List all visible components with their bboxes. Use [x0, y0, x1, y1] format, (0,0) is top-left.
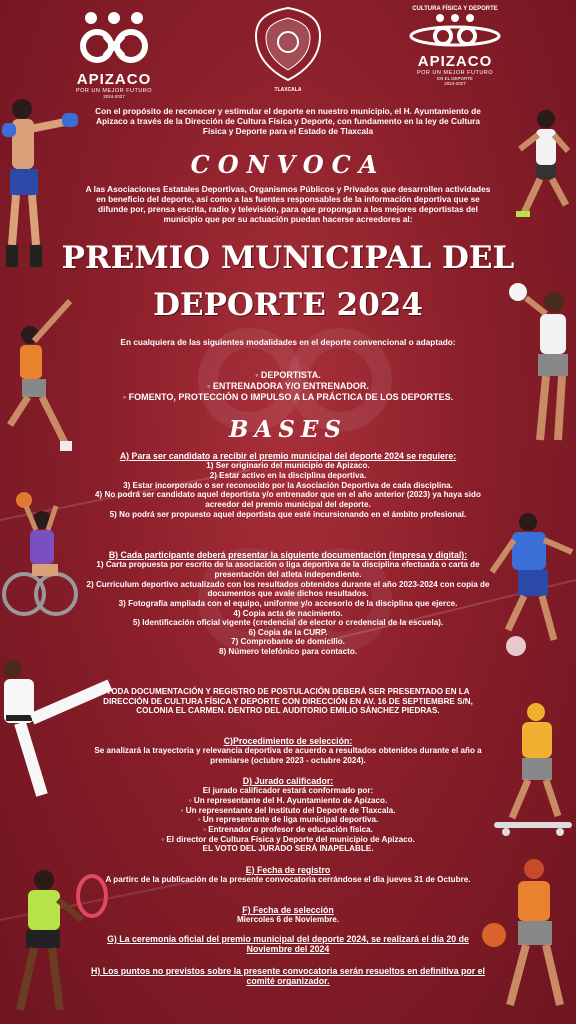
section-d — [85, 776, 491, 854]
list-item: ◦ DEPORTISTA. — [255, 370, 321, 380]
logo-left-sub: POR UN MEJOR FUTURO — [75, 88, 153, 94]
section-e-text: A partirc de la publicación de la presente convocatoria cerrándose el día jueves 31 de Octubre. — [105, 875, 471, 885]
section-e — [85, 865, 491, 885]
list-item: ◦ Un representante de liga municipal deportiva. — [197, 815, 379, 825]
rings-icon — [69, 8, 159, 66]
shield-icon — [250, 6, 326, 82]
list-item: ◦ Entrenador o profesor de educación física. — [203, 824, 373, 834]
section-f-text: Miercoles 6 de Noviembre. — [236, 915, 340, 925]
list-item: 6) Copia de la CURP. — [248, 627, 328, 637]
section-h: H) Los puntos no previstos sobre la presente convocatoria serán resueltos en definitiva por el comité organizador. — [90, 966, 485, 987]
logo-left-name: APIZACO — [76, 71, 152, 88]
list-item: 4) No podrá ser candidato aquel deportista y/o entrenador que en el año anterior (2023) ya haya sido acreedor del premio municipal del deporte. — [95, 490, 481, 509]
intro-paragraph: Con el propósito de reconocer y estimular el deporte en nuestro municipio, el H. Ayuntamiento de Apizaco a través de la Dirección de Cultura Física y Deporte, con fundamento en la ley de Cultura Física y Deporte para el Estado de Tlaxcala — [95, 106, 481, 137]
soccer-player-figure — [488, 510, 576, 660]
list-item: ◦ Un representante del Instituto del Deporte de Tlaxcala. — [180, 805, 396, 815]
section-a-heading: A) Para ser candidato a recibir el premio municipal del deporte 2024 se requiere: — [119, 451, 457, 461]
modalidades-paragraph: En cualquiera de las siguientes modalidades en el deporte convencional o adaptado: — [120, 337, 456, 347]
logo-left-years: 2024-2027 — [103, 94, 125, 99]
award-title-line2: DEPORTE 2024 — [153, 287, 423, 323]
skateboarder-figure — [486, 700, 576, 840]
list-item: ◦ FOMENTO, PROTECCIÓN O IMPULSO A LA PRÁCTICA DE LOS DEPORTES. — [122, 391, 454, 402]
list-item: 4) Copia acta de nacimiento. — [233, 608, 343, 618]
cultura-fisica-logo-right — [400, 6, 510, 86]
list-item: 2) Curriculum deportivo actualizado con los resultados obtenidos durante el año 2023-2024 con copia de documentos que avale dichos resultados. — [86, 579, 490, 599]
section-e-heading: E) Fecha de registro — [245, 865, 331, 875]
award-title-line1: PREMIO MUNICIPAL DEL — [61, 240, 515, 276]
convoca-heading: CONVOCA — [190, 150, 386, 179]
asociaciones-paragraph: A las Asociaciones Estatales Deportivas, Organismos Públicos y Privados que desarrollen actividades en beneficio del deporte, así como a las fuentes responsables de la información deportiva que se difunde por, prensa escrita, radio y televisión, para que propongan a los mejores deportistas del municipio que por su actuación puedan hacerse acreedores al: — [85, 184, 491, 224]
modalidades-list — [95, 370, 481, 402]
list-item: 5) No podrá ser propuesto aquel deportista que esté incursionando en el ámbito profesional. — [109, 509, 467, 519]
logo-right-years: 2024-2027 — [444, 81, 466, 86]
section-a — [85, 451, 491, 519]
list-item: 3) Fotografía ampliada con el equipo, uniforme y/o accesorio de la disciplina que ejerce. — [118, 598, 458, 608]
section-f-heading: F) Fecha de selección — [242, 905, 334, 915]
list-item: 2) Estar activo en la disciplina deportiva. — [209, 471, 367, 481]
apizaco-logo-left — [66, 8, 162, 99]
seal-text: TLAXCALA — [274, 87, 302, 93]
rings-icon — [405, 12, 505, 48]
list-item: 7) Comprobante de domicilio. — [231, 637, 345, 647]
list-item: EL VOTO DEL JURADO SERÁ INAPELABLE. — [202, 844, 374, 854]
bases-heading: BASES — [228, 416, 348, 443]
logo-right-arc: CULTURA FÍSICA Y DEPORTE — [412, 6, 498, 12]
list-item: 8) Número telefónico para contacto. — [218, 647, 358, 657]
basketball-woman-figure — [480, 855, 576, 1024]
logo-right-extra: EN EL DEPORTE — [437, 76, 473, 81]
section-d-heading: D) Jurado calificador: — [242, 776, 334, 786]
list-item: El jurado calificador estará conformado por: — [202, 786, 374, 796]
list-item: ◦ Un representante del H. Ayuntamiento de Apizaco. — [188, 796, 388, 806]
logo-right-name: APIZACO — [417, 53, 493, 70]
section-b-heading: B) Cada participante deberá presentar la siguiente documentación (impresa y digital): — [108, 550, 468, 560]
registro-paragraph: TODA DOCUMENTACIÓN Y REGISTRO DE POSTULACIÓN DEBERÁ SER PRESENTADO EN LA DIRECCIÓN DE CULTURA FÍSICA Y DEPORTE CON DIRECCIÓN EN AV. 16 DE SEPTIEMBRE S/N, COLONIA EL CARMEN. DENTRO DEL AUDITORIO EMILIO SÁNCHEZ PIEDRAS. — [103, 687, 473, 716]
list-item: 1) Ser originario del municipio de Apizaco. — [206, 461, 370, 471]
list-item: ◦ ENTRENADORA Y/O ENTRENADOR. — [207, 380, 369, 391]
section-c-heading: C)Procedimiento de selección: — [223, 736, 353, 746]
section-c-text: Se analizará la trayectoria y relevancia deportiva de acuerdo a resultados obtenidos durante el año a premiarse (octubre 2023 - octubre 2024). — [94, 746, 482, 766]
section-f — [85, 905, 491, 925]
wheelchair-basketball-figure — [0, 490, 80, 620]
tlaxcala-seal — [250, 6, 326, 93]
section-g: G) La ceremonia oficial del premio municipal del deporte 2024, se realizará el día 20 de Noviembre del 2024 — [107, 934, 469, 955]
section-b — [85, 550, 491, 657]
list-item: 5) Identificación oficial vigente (credencial de elector o credencial de la escuela). — [132, 618, 444, 628]
list-item: ◦ El director de Cultura Física y Deporte del municipio de Apizaco. — [161, 834, 415, 844]
list-item: 3) Estar incorporado o ser reconocido por la Asociación Deportiva de cada disciplina. — [123, 480, 453, 490]
logo-right-sub: POR UN MEJOR FUTURO — [416, 70, 494, 76]
section-c — [85, 736, 491, 766]
list-item: 1) Carta propuesta por escrito de la asociación o liga deportiva de la disciplina efectuada o carta de presentación del atleta independiente. — [96, 560, 480, 580]
